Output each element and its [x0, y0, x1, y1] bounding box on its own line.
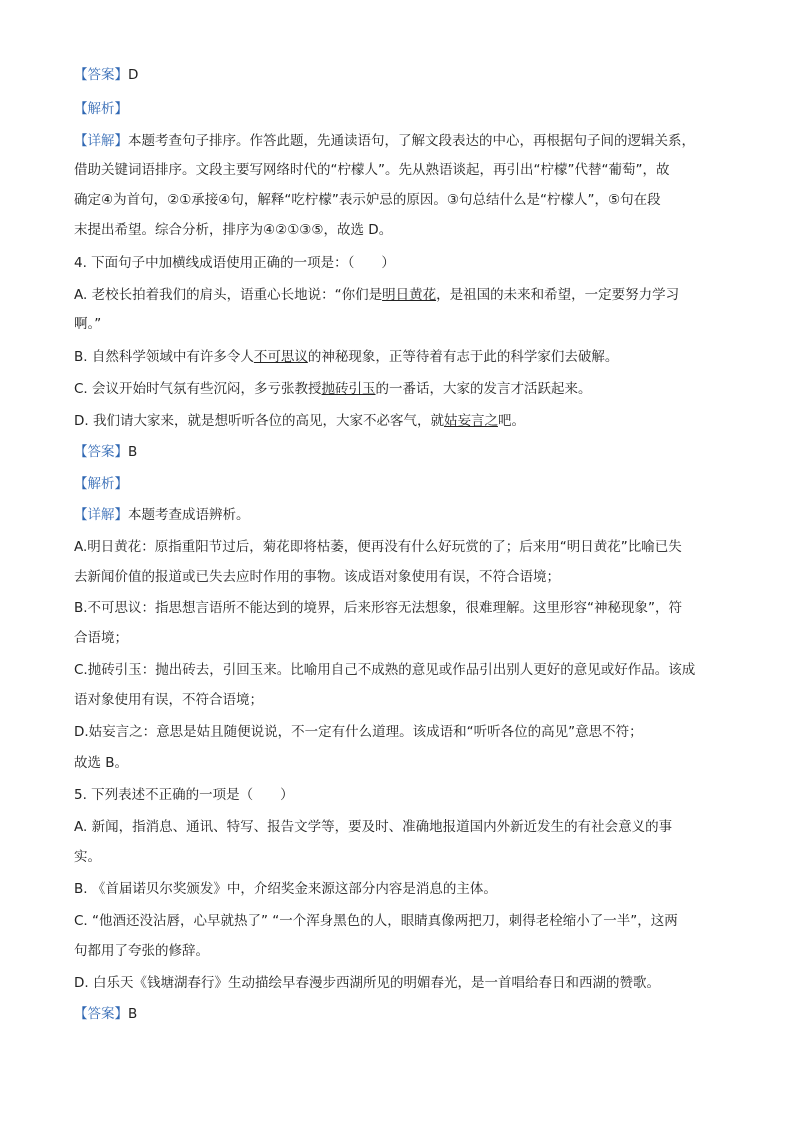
detail-tag: 【详解】 [74, 507, 128, 523]
q4-detail-d-1: D.姑妄言之：意思是姑且随便说说，不一定有什么道理。该成语和“听听各位的高见”意思不符； [74, 724, 643, 740]
q3-detail-line-4: 末提出希望。综合分析，排序为④②①③⑤，故选 D。 [74, 222, 393, 238]
q4-option-d [74, 412, 734, 430]
q5-option-b: B. 《首届诺贝尔奖颁发》中，介绍奖金来源这部分内容是消息的主体。 [74, 881, 497, 897]
option-text: C. 会议开始时气氛有些沉闷，多亏张教授 [74, 381, 322, 397]
q4-detail-a-1: A.明日黄花：原指重阳节过后，菊花即将枯萎，便再没有什么好玩赏的了；后来用“明日黄花”比喻已失 [74, 539, 682, 555]
q5-option-a-2: 实。 [74, 849, 101, 865]
q4-option-a [74, 286, 734, 304]
q5-option-c-2: 句都用了夸张的修辞。 [74, 943, 209, 959]
q4-detail-a-2: 去新闻价值的报道或已失去应时作用的事物。该成语对象使用有误，不符合语境； [74, 569, 560, 585]
option-text: 吧。 [497, 413, 525, 429]
q4-option-c [74, 380, 734, 398]
option-text: D. 我们请大家来，就是想听听各位的高见，大家不必客气，就 [74, 413, 444, 429]
detail-tag: 【详解】 [74, 133, 128, 149]
answer-value: B [128, 1006, 138, 1022]
underlined-idiom: 不可思议 [253, 349, 308, 365]
q4-option-a-cont: 啊。” [74, 316, 102, 332]
underlined-idiom: 姑妄言之 [443, 413, 498, 429]
q4-answer [74, 443, 734, 461]
q5-answer [74, 1005, 734, 1023]
option-text: ，是祖国的未来和希望，一定要努力学习 [436, 287, 680, 303]
option-text: A. 老校长拍着我们的肩头，语重心长地说：“你们是 [74, 287, 383, 303]
q4-option-b [74, 348, 734, 366]
detail-text: 本题考查句子排序。作答此题，先通读语句，了解文段表达的中心，再根据句子间的逻辑关系， [128, 133, 695, 149]
detail-text: 本题考查成语辨析。 [128, 507, 250, 523]
q4-detail-intro [74, 506, 734, 524]
q4-detail-b-2: 合语境； [74, 630, 128, 646]
q5-option-d: D. 白乐天《钱塘湖春行》生动描绘早春漫步西湖所见的明媚春光，是一首唱给春日和西湖的赞歌。 [74, 975, 660, 991]
answer-value: D [128, 67, 139, 83]
q4-detail-b-1: B.不可思议：指思想言语所不能达到的境界，后来形容无法想象，很难理解。这里形容“神秘现象”，符 [74, 600, 683, 616]
analysis-tag: 【解析】 [74, 476, 128, 492]
q3-detail-line-1 [74, 132, 734, 150]
q4-detail-c-1: C.抛砖引玉：抛出砖去，引回玉来。比喻用自己不成熟的意见或作品引出别人更好的意见或好作品。该成 [74, 662, 696, 678]
analysis-tag: 【解析】 [74, 101, 128, 117]
q3-analysis-heading [74, 100, 734, 118]
underlined-idiom: 抛砖引玉 [321, 381, 376, 397]
q4-conclusion: 故选 B。 [74, 755, 129, 771]
option-text: 的一番话，大家的发言才活跃起来。 [375, 381, 592, 397]
q3-detail-line-2: 借助关键词语排序。文段主要写网络时代的“柠檬人”。先从熟语谈起，再引出“柠檬”代替“葡萄”，故 [74, 162, 670, 178]
q4-detail-c-2: 语对象使用有误，不符合语境； [74, 692, 263, 708]
q3-answer [74, 66, 734, 84]
answer-value: B [128, 444, 138, 460]
q4-analysis-heading [74, 475, 734, 493]
underlined-idiom: 明日黄花 [382, 287, 437, 303]
answer-tag: 【答案】 [74, 444, 128, 460]
answer-tag: 【答案】 [74, 1006, 128, 1022]
q5-stem: 5. 下列表述不正确的一项是（ ） [74, 787, 294, 803]
q5-option-a-1: A. 新闻，指消息、通讯、特写、报告文学等，要及时、准确地报道国内外新近发生的有社会意义的事 [74, 819, 673, 835]
option-text: B. 自然科学领域中有许多令人 [74, 349, 254, 365]
q5-option-c-1: C. “他酒还没沾唇，心早就热了” “一个浑身黑色的人，眼睛真像两把刀，刺得老栓缩小了一半”，这两 [74, 913, 678, 929]
answer-tag: 【答案】 [74, 67, 128, 83]
q3-detail-line-3: 确定④为首句，②①承接④句，解释“吃柠檬”表示妒忌的原因。③句总结什么是“柠檬人”，⑤句在段 [74, 192, 661, 208]
q4-stem: 4. 下面句子中加横线成语使用正确的一项是：（ ） [74, 255, 395, 271]
option-text: 的神秘现象，正等待着有志于此的科学家们去破解。 [307, 349, 619, 365]
